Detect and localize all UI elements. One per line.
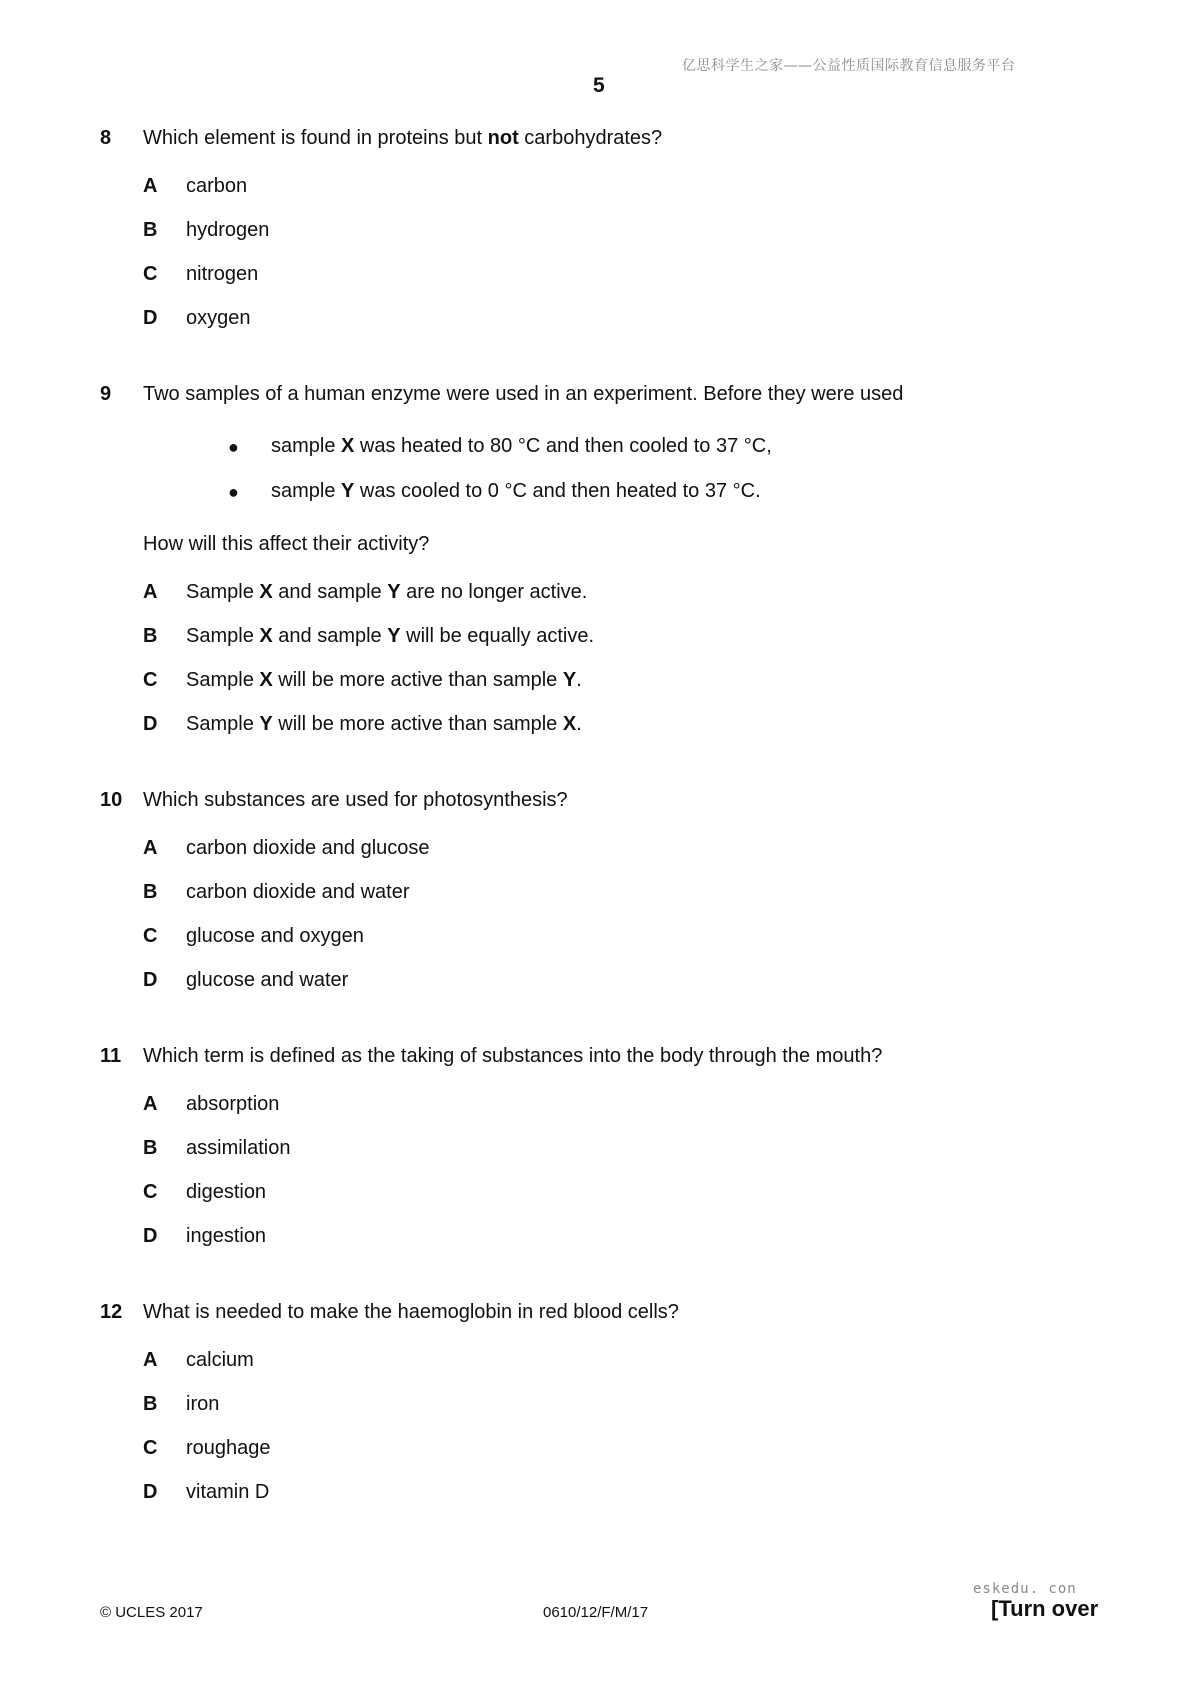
option-letter: B — [143, 219, 158, 241]
bullet-icon: ● — [228, 482, 239, 502]
option-text: digestion — [186, 1181, 267, 1203]
question-number: 9 — [100, 383, 112, 405]
option-text: oxygen — [186, 307, 251, 329]
option-letter: C — [143, 263, 158, 285]
option-text: Sample X and sample Y are no longer active. — [186, 581, 588, 603]
option-text: hydrogen — [186, 219, 270, 241]
paper-code: 0610/12/F/M/17 — [543, 1604, 649, 1621]
option-letter: B — [143, 1137, 158, 1159]
option-text: nitrogen — [186, 263, 259, 285]
option-text: ingestion — [186, 1225, 267, 1247]
footer-watermark: eskedu. con — [973, 1581, 1077, 1597]
question-number: 12 — [100, 1301, 123, 1323]
question-number: 10 — [100, 789, 123, 811]
page-number: 5 — [593, 74, 605, 97]
option-letter: D — [143, 1225, 158, 1247]
option-letter: D — [143, 1481, 158, 1503]
option-text: carbon dioxide and glucose — [186, 837, 430, 859]
option-letter: A — [143, 837, 158, 859]
bullet-text-x: sample X was heated to 80 °C and then cooled to 37 °C, — [271, 435, 772, 457]
option-letter: D — [143, 713, 158, 735]
option-text: carbon — [186, 175, 248, 197]
question-text: What is needed to make the haemoglobin in red blood cells? — [143, 1301, 679, 1323]
option-text: Sample Y will be more active than sample X. — [186, 713, 582, 735]
copyright: © UCLES 2017 — [100, 1604, 203, 1621]
option-text: calcium — [186, 1349, 254, 1371]
option-letter: B — [143, 1393, 158, 1415]
option-text: absorption — [186, 1093, 280, 1115]
option-letter: A — [143, 581, 158, 603]
option-letter: A — [143, 1093, 158, 1115]
option-text: glucose and oxygen — [186, 925, 364, 947]
option-letter: B — [143, 881, 158, 903]
option-letter: C — [143, 669, 158, 691]
option-letter: B — [143, 625, 158, 647]
question-text: Which substances are used for photosynthesis? — [143, 789, 568, 811]
option-text: roughage — [186, 1437, 271, 1459]
header-watermark: 亿思科学生之家——公益性质国际教育信息服务平台 — [682, 58, 1016, 74]
question-text: Which term is defined as the taking of substances into the body through the mouth? — [143, 1045, 883, 1067]
option-text: Sample X will be more active than sample Y. — [186, 669, 582, 691]
option-text: carbon dioxide and water — [186, 881, 410, 903]
question-number: 8 — [100, 127, 112, 149]
question-text: Two samples of a human enzyme were used in an experiment. Before they were used — [143, 383, 904, 405]
option-letter: D — [143, 307, 158, 329]
bullet-text-y: sample Y was cooled to 0 °C and then heated to 37 °C. — [271, 480, 761, 502]
option-letter: D — [143, 969, 158, 991]
option-letter: C — [143, 925, 158, 947]
turn-over: [Turn over — [991, 1596, 1099, 1621]
option-letter: C — [143, 1437, 158, 1459]
option-letter: C — [143, 1181, 158, 1203]
question-text: Which element is found in proteins but not carbohydrates? — [143, 127, 663, 149]
option-text: assimilation — [186, 1137, 291, 1159]
option-text: vitamin D — [186, 1481, 270, 1503]
option-text: glucose and water — [186, 969, 349, 991]
question-number: 11 — [100, 1045, 122, 1067]
question-prompt: How will this affect their activity? — [143, 533, 430, 555]
option-letter: A — [143, 175, 158, 197]
option-text: Sample X and sample Y will be equally active. — [186, 625, 595, 647]
bullet-icon: ● — [228, 437, 239, 457]
option-letter: A — [143, 1349, 158, 1371]
option-text: iron — [186, 1393, 220, 1415]
